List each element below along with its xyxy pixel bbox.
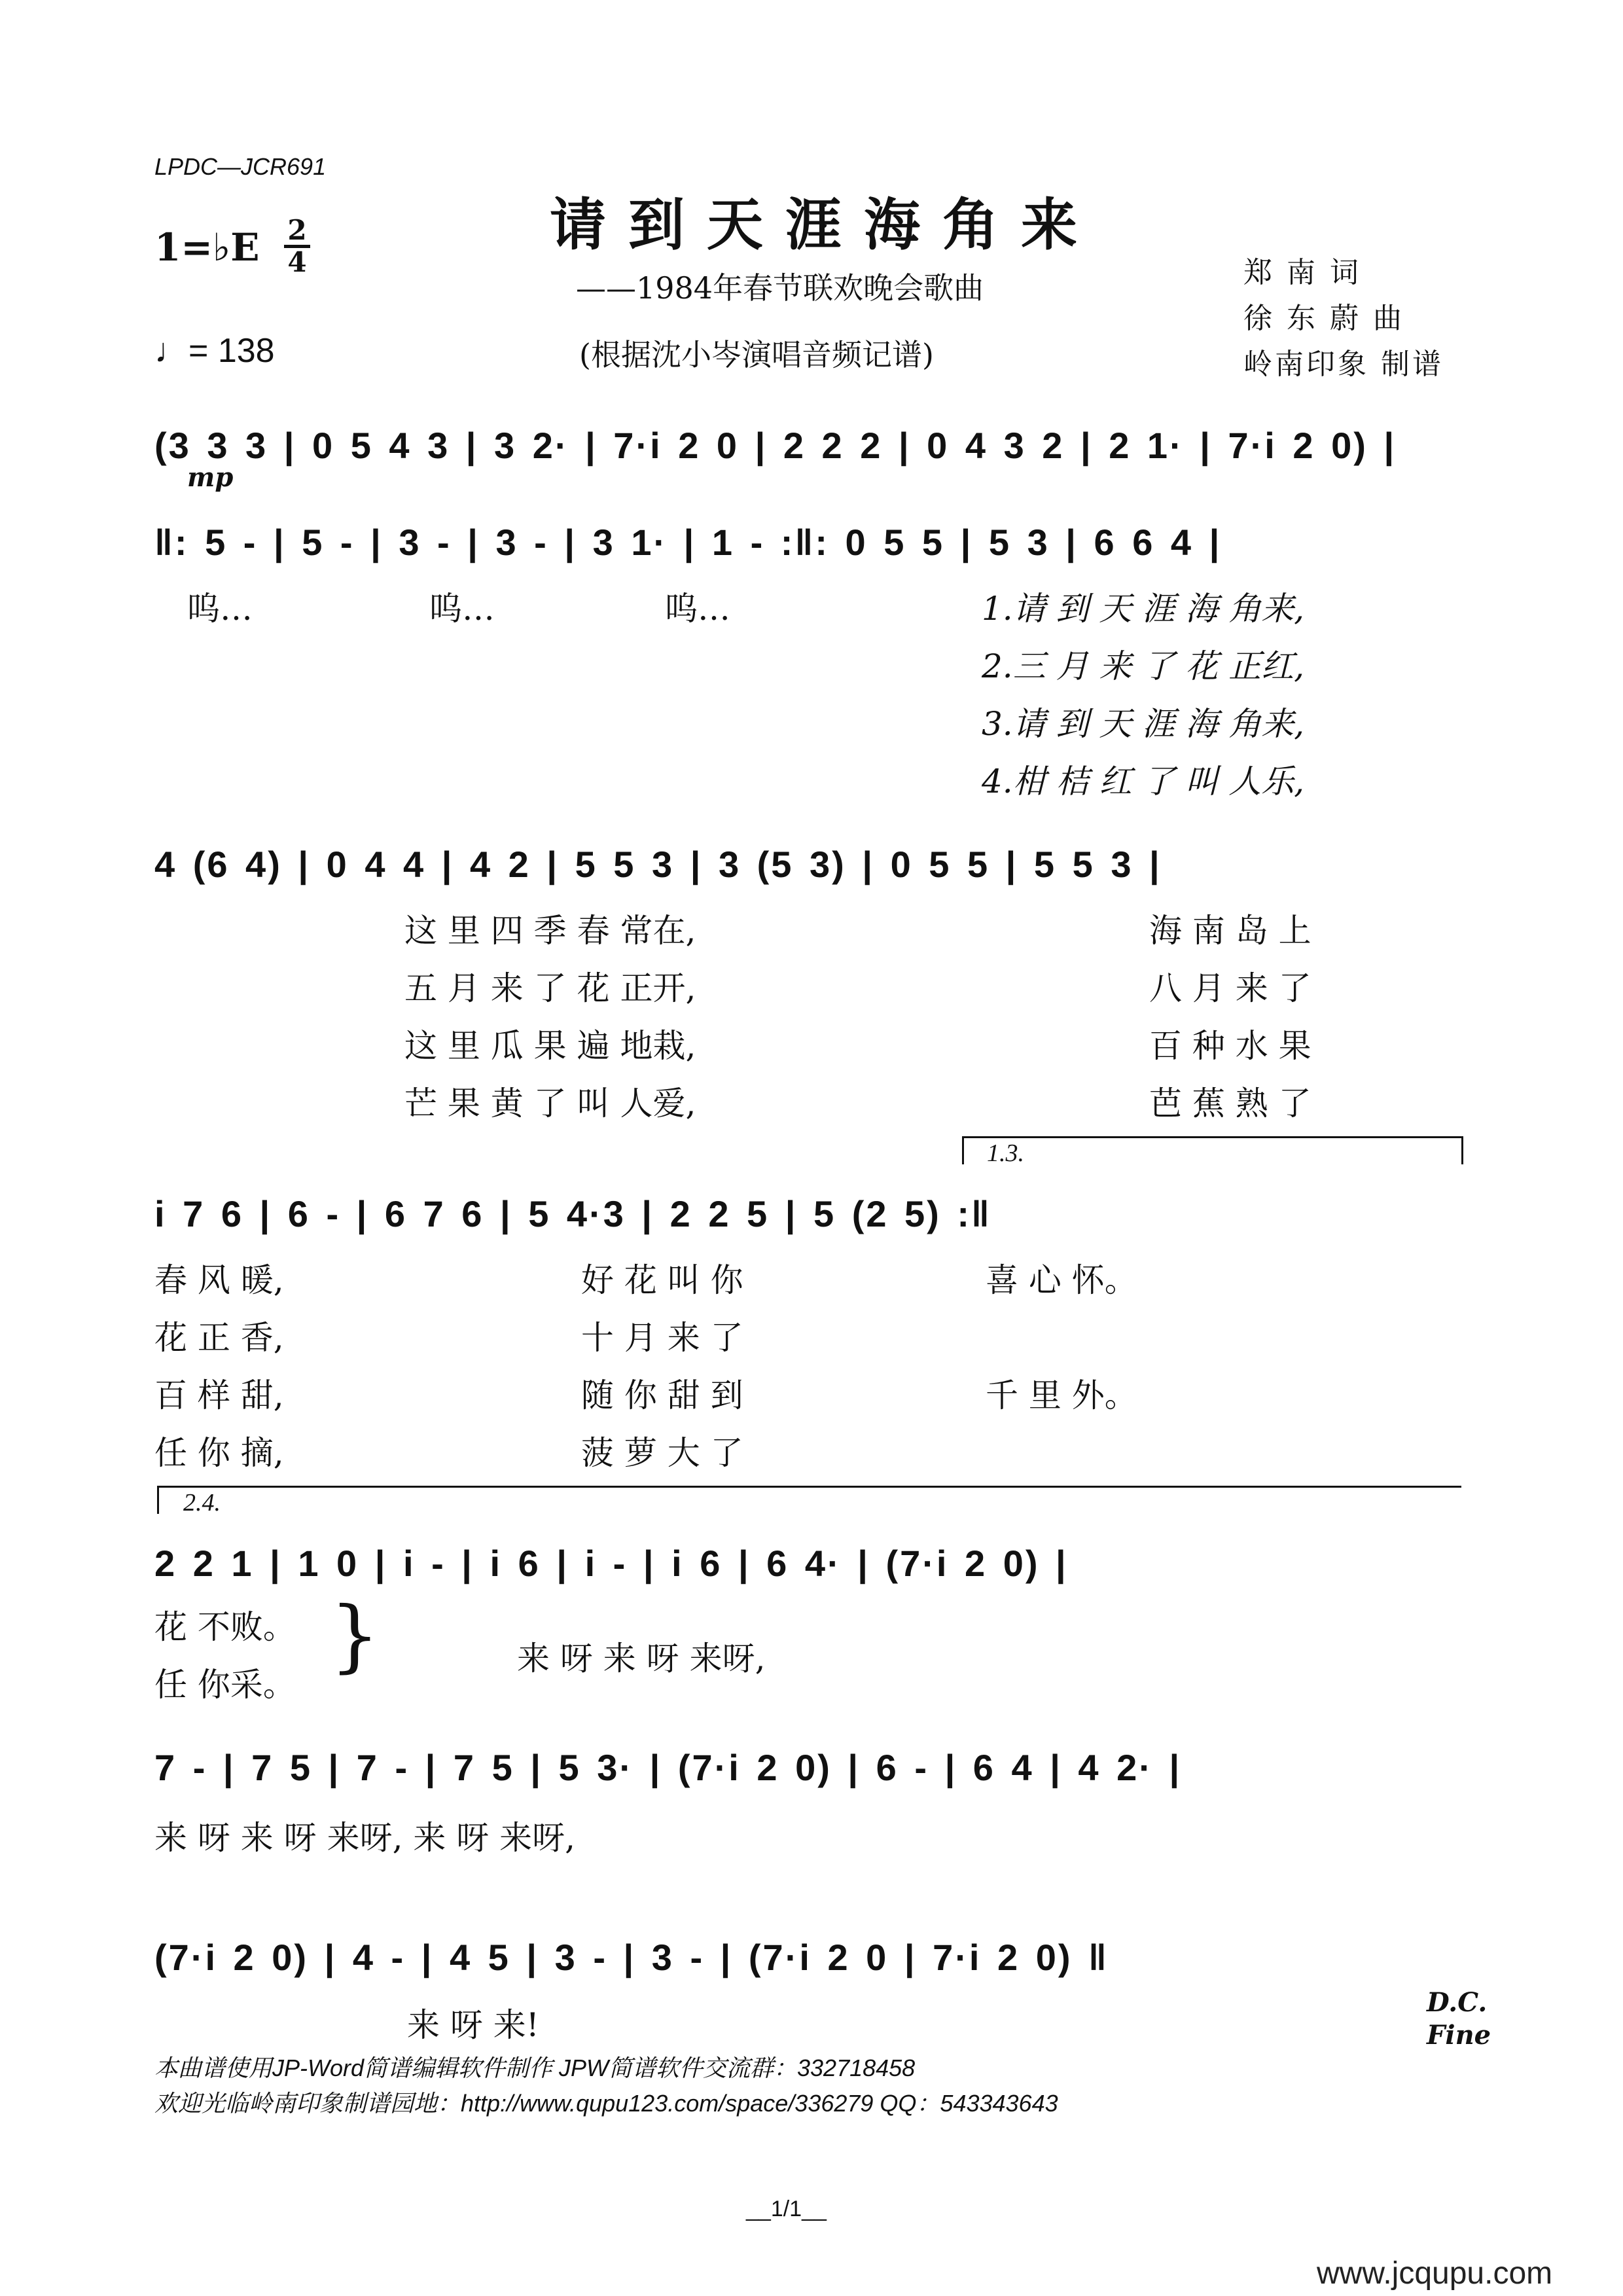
verse-a-1: 1.请 到 天 涯 海 角来, [982, 590, 1305, 628]
lyric-intro-3: 呜… [665, 590, 730, 628]
verse-d-1: 春 风 暖, [154, 1261, 284, 1299]
staff-line-5: 2 2 1 | 1 0 | i - | i 6 | i - | i 6 | 6 4· | (7·i 2 0) | [154, 1543, 1068, 1584]
dc-mark: D.C. [1427, 1987, 1488, 2018]
line5-lyric-a-2: 任 你采。 [154, 1666, 296, 1704]
lyric-brace: } [330, 1590, 380, 1681]
line5-lyric-b: 来 呀 来 呀 来呀, [517, 1640, 766, 1677]
arranger-credit: 岭南印象 制谱 [1243, 348, 1444, 381]
footer-contact-note: 欢迎光临岭南印象制谱园地：http://www.qupu123.com/space/336279 QQ：543343643 [154, 2090, 1058, 2117]
verse-e-4: 菠 萝 大 了 [581, 1434, 743, 1472]
verse-b-4: 芒 果 黄 了 叫 人爱, [404, 1085, 696, 1122]
time-top: 2 [287, 214, 307, 246]
staff-line-4: i 7 6 | 6 - | 6 7 6 | 5 4·3 | 2 2 5 | 5 (2 5) :‖ [154, 1193, 991, 1234]
staff-line-1: (3 3 3 | 0 5 4 3 | 3 2· | 7·i 2 0 | 2 2 2 | 0 4 3 2 | 2 1· | 7·i 2 0) | [154, 425, 1397, 466]
fine-mark: Fine [1427, 2020, 1491, 2051]
time-bottom: 4 [287, 246, 307, 278]
key-signature: 1=♭E [154, 225, 260, 270]
lyric-intro-2: 呜… [429, 590, 495, 628]
footer-software-note: 本曲谱使用JP-Word简谱编辑软件制作 JPW简谱软件交流群：332718458 [154, 2054, 916, 2081]
line7-lyric: 来 呀 来! [407, 2006, 539, 2044]
page-number: __1/1__ [746, 2197, 827, 2221]
volta-bracket-2 [157, 1486, 1461, 1514]
verse-c-3: 百 种 水 果 [1149, 1027, 1311, 1065]
staff-line-2: ‖: 5 - | 5 - | 3 - | 3 - | 3 1· | 1 - :‖: 0 5 5 | 5 3 | 6 6 4 | [154, 522, 1222, 563]
verse-e-1: 好 花 叫 你 [581, 1261, 743, 1299]
verse-b-3: 这 里 瓜 果 遍 地栽, [404, 1027, 696, 1065]
verse-e-3: 随 你 甜 到 [581, 1376, 743, 1414]
verse-a-3: 3.请 到 天 涯 海 角来, [982, 705, 1305, 743]
line5-lyric-a-1: 花 不败。 [154, 1608, 296, 1646]
volta-label-2: 2.4. [183, 1489, 221, 1516]
volta-bracket-1 [962, 1136, 1463, 1164]
composer-credit: 徐 东 蔚 曲 [1243, 302, 1404, 335]
dynamic-mark: mp [187, 462, 234, 493]
tempo-marking: ♩= 138 [154, 332, 275, 370]
verse-b-2: 五 月 来 了 花 正开, [404, 969, 696, 1007]
verse-e-2: 十 月 来 了 [581, 1319, 743, 1357]
staff-line-7: (7·i 2 0) | 4 - | 4 5 | 3 - | 3 - | (7·i 2 0 | 7·i 2 0) ‖ [154, 1937, 1109, 1978]
verse-a-4: 4.柑 桔 红 了 叫 人乐, [982, 762, 1305, 800]
song-title: 请到天涯海角来 [550, 192, 1099, 258]
lyric-intro-1: 呜… [187, 590, 253, 628]
watermark: www.jcqupu.com [1317, 2256, 1553, 2291]
song-subtitle: ——1984年春节联欢晚会歌曲 [576, 270, 984, 306]
verse-c-4: 芭 蕉 熟 了 [1149, 1085, 1311, 1122]
verse-f-1: 喜 心 怀。 [986, 1261, 1137, 1299]
staff-line-3: 4 (6 4) | 0 4 4 | 4 2 | 5 5 3 | 3 (5 3) | 0 5 5 | 5 5 3 | [154, 844, 1162, 885]
volta-label-1: 1.3. [987, 1139, 1024, 1167]
verse-d-2: 花 正 香, [154, 1319, 284, 1357]
verse-d-4: 任 你 摘, [154, 1434, 284, 1472]
verse-d-3: 百 样 甜, [154, 1376, 284, 1414]
verse-f-3: 千 里 外。 [986, 1376, 1137, 1414]
verse-b-1: 这 里 四 季 春 常在, [404, 912, 696, 950]
verse-a-2: 2.三 月 来 了 花 正红, [982, 647, 1305, 685]
staff-line-6: 7 - | 7 5 | 7 - | 7 5 | 5 3· | (7·i 2 0) | 6 - | 6 4 | 4 2· | [154, 1747, 1182, 1788]
line6-lyric: 来 呀 来 呀 来呀, 来 呀 来呀, [154, 1819, 576, 1857]
verse-c-2: 八 月 来 了 [1149, 969, 1311, 1007]
transcription-note: (根据沈小岑演唱音频记谱) [579, 337, 934, 372]
lyricist-credit: 郑 南 词 [1243, 256, 1361, 289]
score-code: LPDC—JCR691 [154, 153, 327, 180]
time-signature [283, 216, 312, 277]
verse-c-1: 海 南 岛 上 [1149, 912, 1311, 950]
